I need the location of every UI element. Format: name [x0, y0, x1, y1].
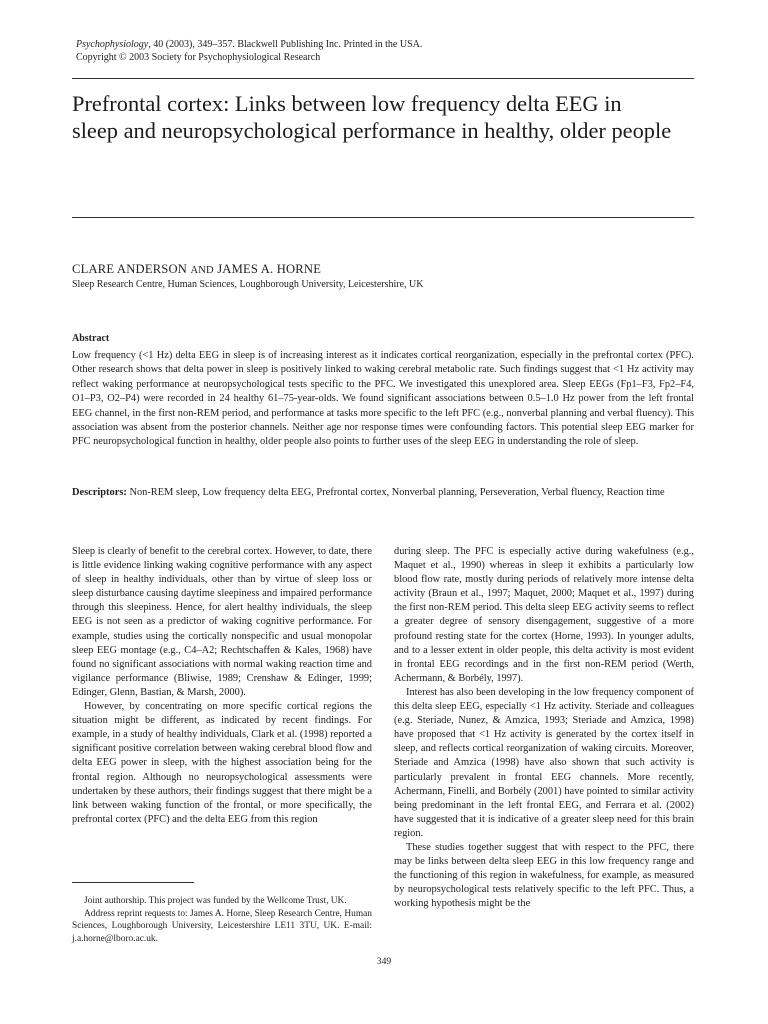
title-bottom-rule — [72, 217, 694, 218]
abstract-text: Low frequency (<1 Hz) delta EEG in sleep is of increasing interest as it indicates cortical reorganization, especially in the prefrontal cortex (PFC). Other research shows that delta power in sleep is positively linked to waking cerebral metabolic rate. Such findings suggest that <1 Hz activity may reflect waking performance at neuropsychological tests specific to the PFC. We investigated this unexplored area. Sleep EEGs (Fp1–F3, Fp2–F4, O1–P3, O2–P4) were recorded in 24 healthy 61–75-year-olds. We found significant associations between 0.5–1.0 Hz power from the left frontal EEG channel, in the first non-REM period, and performance at tasks more specific to the left PFC (e.g., nonverbal planning and verbal fluency). This association was absent from the posterior channels. Neither age nor response times were confounding factors. This potential sleep EEG marker for PFC neuropsychological function in healthy, older people also points to further uses of the sleep EEG in understanding the role of sleep. — [72, 350, 694, 448]
footnote-rule — [72, 882, 194, 883]
page-number: 349 — [376, 956, 392, 967]
journal-header — [76, 38, 422, 64]
author-horne: JAMES A. HORNE — [217, 262, 322, 276]
top-rule — [72, 78, 694, 79]
journal-citation — [76, 38, 422, 51]
citation-details: , 40 (2003), 349–357. Blackwell Publishing Inc. Printed in the USA. — [148, 39, 423, 50]
article-title: Prefrontal cortex: Links between low frequency delta EEG in sleep and neuropsychological performance in healthy, older people — [72, 91, 672, 143]
author-anderson: CLARE ANDERSON — [72, 262, 188, 276]
descriptors — [72, 486, 694, 500]
descriptors-text: Non-REM sleep, Low frequency delta EEG, Prefrontal cortex, Nonverbal planning, Perseveration, Verbal fluency, Reaction time — [129, 487, 665, 498]
authors-line — [72, 262, 321, 277]
left-column — [72, 545, 372, 827]
body-paragraph: However, by concentrating on more specific cortical regions the situation might be different, as indicated by recent findings. For example, in a study of healthy individuals, Clark et al. (1998) reported a significant positive correlation between waking cerebral blood flow and delta EEG power in sleep, with the highest association being for the frontal region. Although no neuropsychological assessments were undertaken by these authors, their findings suggest that there might be a link between waking function of the frontal, or more specifically, the prefrontal cortex (PFC) and the delta EEG from this region — [72, 701, 372, 825]
body-paragraph: Interest has also been developing in the low frequency component of this delta sleep EEG, especially <1 Hz activity. Steriade and colleagues (e.g. Steriade, Nunez, & Amzica, 1993; Steriade and Amzica, 1998) have proposed that <1 Hz activity is generated by the cortex itself in sleep, and reflects cortical reorganization of waking circuits. Moreover, Steriade and Amzica (1998) have also shown that such activity is particularly prevalent in frontal EEG channels. More recently, Achermann, Finelli, and Borbély (2001) have pointed to similar activity being predominant in the left frontal EEG, and Ferrara et al. (2002) have suggested that it is indicative of a greater sleep need for this brain region. — [394, 686, 694, 839]
footnote-address: Address reprint requests to: James A. Horne, Sleep Research Centre, Human Sciences, Loughborough University, Leicestershire LE11 3TU, UK. E-mail: j.a.horne@lboro.ac.uk. — [72, 908, 372, 944]
body-paragraph: These studies together suggest that with respect to the PFC, there may be links between delta sleep EEG in this low frequency range and the functioning of this region in wakefulness, for example, as measured by neuropsychological tests relatively specific to the left PFC. Thus, a working hypothesis might be the — [394, 841, 694, 910]
body-paragraph: Sleep is clearly of benefit to the cerebral cortex. However, to date, there is little evidence linking waking cognitive performance with any aspect of sleep in healthy individuals, other than by virtue of sleep loss or sleep disturbance causing daytime sleepiness and impaired performance through this sleepiness. Hence, for alert healthy individuals, the sleep EEG is not seen as a predictor of waking cognitive performance. For example, studies using the cortically nonspecific and usual monopolar sleep EEG montage (e.g., C4–A2; Rechtschaffen & Kales, 1968) have found no significant associations with normal waking reaction time and vigilance performance (Bliwise, 1989; Crenshaw & Edinger, 1999; Edinger, Glenn, Bastian, & Marsh, 2000). — [72, 546, 372, 698]
abstract-heading: Abstract — [72, 333, 110, 344]
affiliation: Sleep Research Centre, Human Sciences, Loughborough University, Leicestershire, UK — [72, 279, 424, 290]
journal-name: Psychophysiology — [76, 39, 149, 50]
right-column — [394, 545, 694, 911]
copyright-line: Copyright © 2003 Society for Psychophysiological Research — [76, 52, 321, 63]
authors-conjunction: AND — [190, 265, 214, 276]
body-paragraph: during sleep. The PFC is especially active during wakefulness (e.g., Maquet et al., 1990) whereas in sleep it exhibits a particularly low blood flow rate, mostly during periods of relatively more intense delta activity (Braun et al., 1997; Maquet, 2000; Maquet et al., 1997) during the first non-REM period. This delta sleep EEG activity seems to reflect a greater degree of sensory disengagement, suggestive of a more profound resting state for the cortex (Horne, 1993). In younger adults, and to a lesser extent in older people, this delta activity is most evident in frontal EEG recordings and in the first non-REM period (Werth, Achermann, & Borbély, 1997). — [394, 546, 694, 684]
footnote-funding: Joint authorship. This project was funded by the Wellcome Trust, UK. — [84, 896, 347, 906]
descriptors-label: Descriptors: — [72, 487, 127, 498]
footnote — [72, 895, 372, 945]
